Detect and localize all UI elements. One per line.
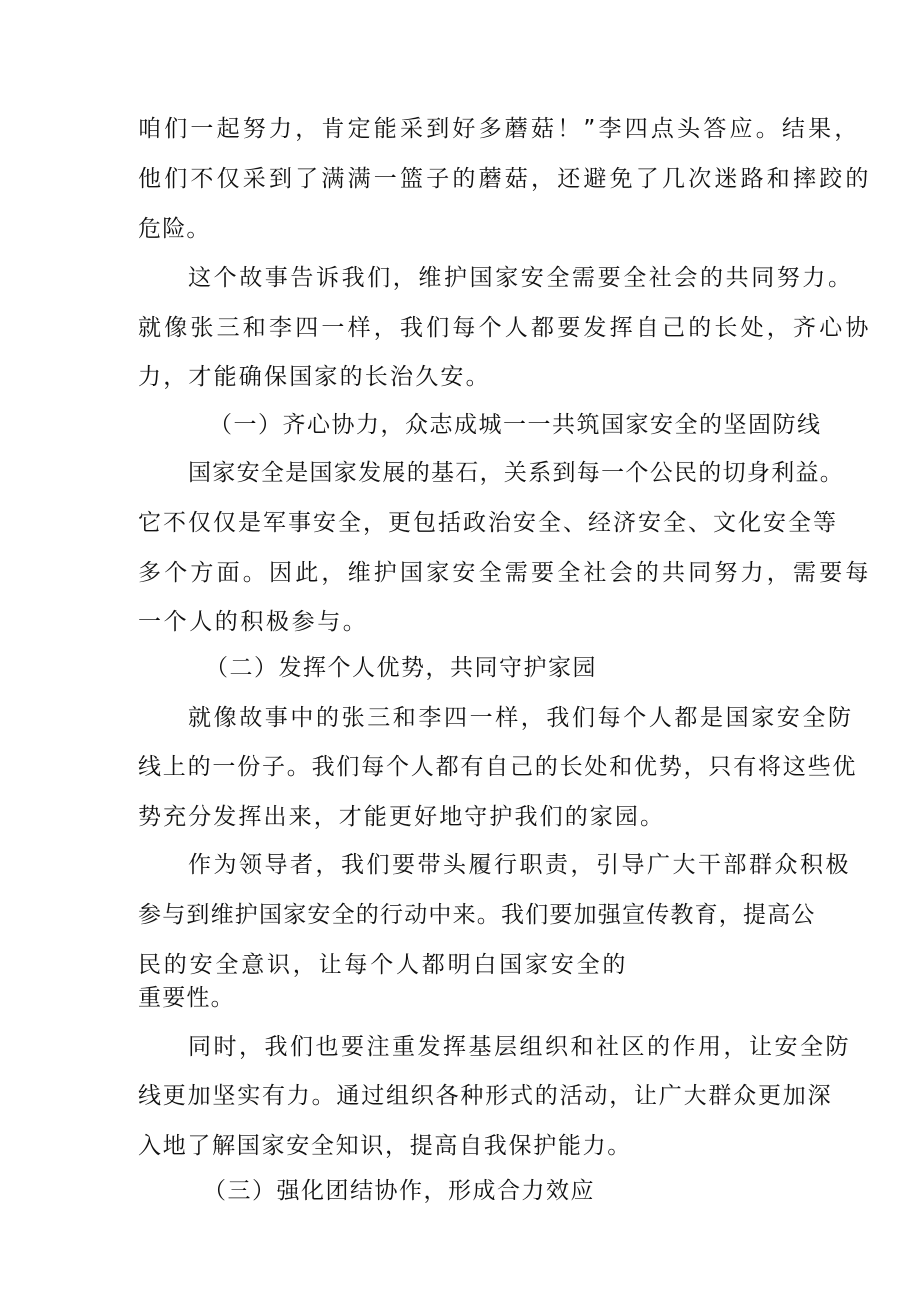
text-line-3: 危险。 [138,216,211,242]
text-line-14: 线上的一份子。我们每个人都有自己的长处和优势，只有将这些优 [138,754,858,780]
text-line-22: 入地了解国家安全知识，提高自我保护能力。 [138,1133,632,1159]
section-heading-2: （二）发挥个人优势，共同守护家园 [205,655,597,681]
text-line-5: 就像张三和李四一样，我们每个人都要发挥自己的长处，齐心协 [138,315,872,341]
text-line-21: 线更加坚实有力。通过组织各种形式的活动，让广大群众更加深 [138,1083,833,1109]
text-line-8: 国家安全是国家发展的基石，关系到每一个公民的切身利益。 [188,460,845,486]
section-heading-3: （三）强化团结协作，形成合力效应 [203,1178,595,1204]
text-line-19: 重要性。 [138,985,235,1011]
section-heading-1: （一）齐心协力，众志成城一一共筑国家安全的坚固防线 [209,412,822,438]
text-line-20: 同时，我们也要注重发挥基层组织和社区的作用，让安全防 [188,1034,851,1060]
text-line-10: 多个方面。因此，维护国家安全需要全社会的共同努力，需要每 [138,560,872,586]
text-line-9: 它不仅仅是军事安全，更包括政治安全、经济安全、文化安全等 [138,510,838,536]
text-line-15: 势充分发挥出来，才能更好地守护我们的家园。 [138,804,666,830]
text-line-11: 一个人的积极参与。 [138,609,369,635]
text-line-18: 民的安全意识，让每个人都明白国家安全的 [138,952,629,978]
text-line-6: 力，才能确保国家的长治久安。 [138,364,491,390]
text-line-1: 咱们一起努力，肯定能采到好多蘑菇！”李四点头答应。结果， [138,116,861,142]
text-line-16: 作为领导者，我们要带头履行职责，引导广大干部群众积极 [188,852,851,878]
text-line-17: 参与到维护国家安全的行动中来。我们要加强宣传教育，提高公 [138,902,816,928]
text-line-4: 这个故事告诉我们，维护国家安全需要全社会的共同努力。 [188,265,854,291]
text-line-13: 就像故事中的张三和李四一样，我们每个人都是国家安全防 [188,705,854,731]
text-line-2: 他们不仅采到了满满一篮子的蘑菇，还避免了几次迷路和摔跤的 [138,166,872,192]
